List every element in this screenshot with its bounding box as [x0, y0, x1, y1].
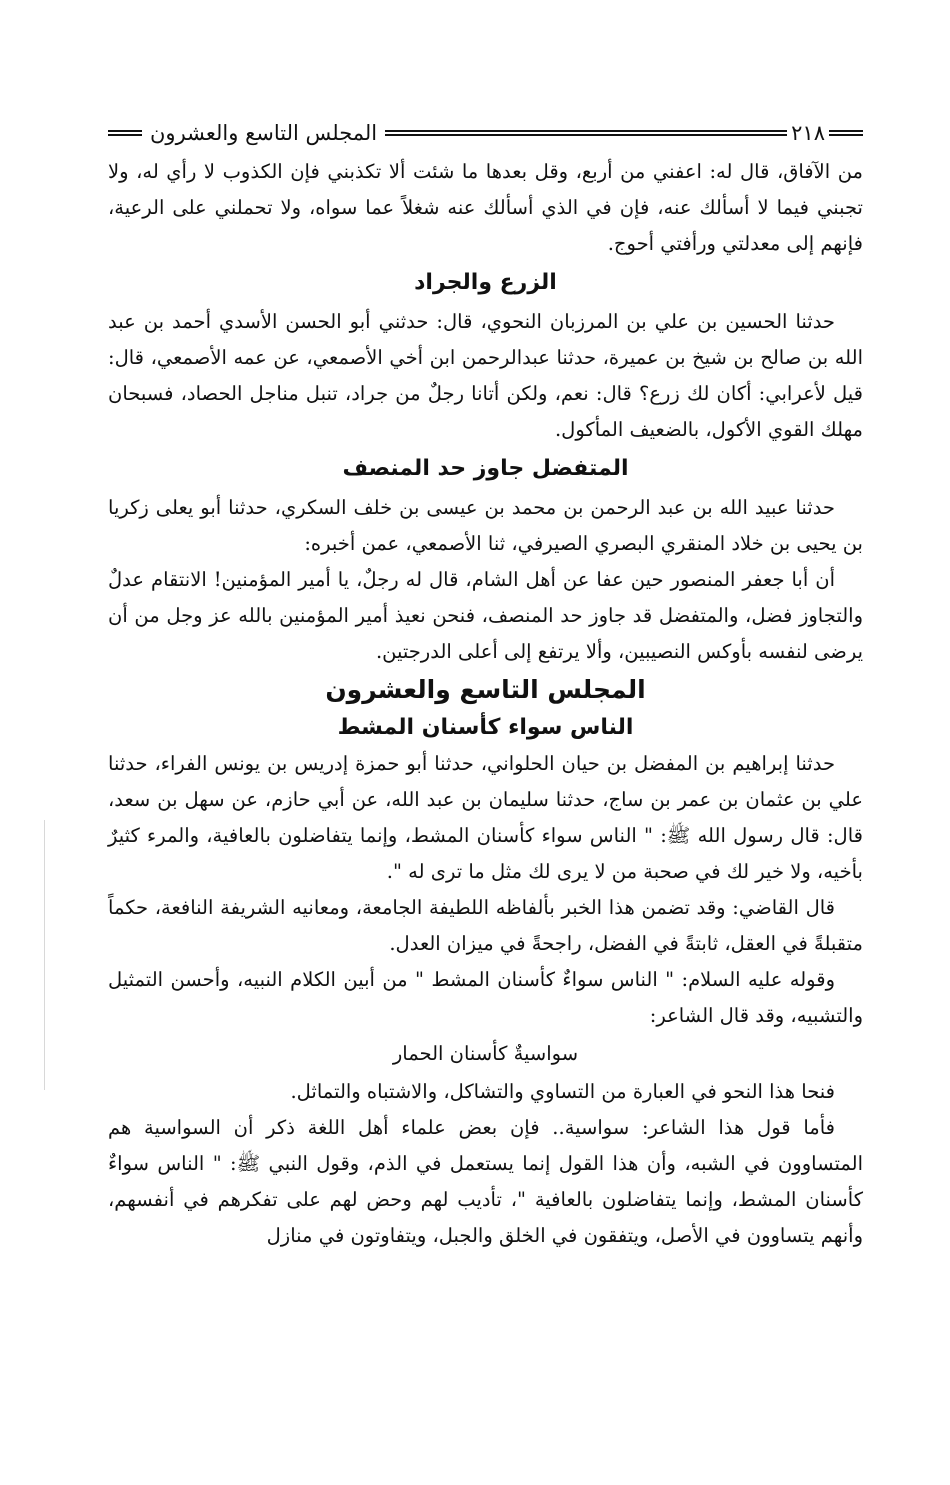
header-rule-right: [829, 130, 863, 136]
page-number: ٢١٨: [791, 121, 825, 145]
book-page: [108, 118, 863, 1254]
paragraph-isnad-mutafaddil: حدثنا عبيد الله بن عبد الرحمن بن محمد بن عيسى بن خلف السكري، حدثنا أبو يعلى زكريا بن يحيى بن خلاد المنقري البصري الصيرفي، ثنا الأصمعي، عمن أخبره:: [108, 496, 863, 555]
heading-nas-sawa: الناس سواء كأسنان المشط: [337, 715, 634, 740]
header-rule-left: [108, 130, 142, 136]
header-rule-middle: [385, 130, 787, 136]
paragraph-zar: حدثنا الحسين بن علي بن المرزبان النحوي، قال: حدثني أبو الحسن الأسدي أحمد بن عبد الله بن صالح بن شيخ بن عميرة، حدثنا عبدالرحمن ابن أخي الأصمعي، عن عمه الأصمعي، قال: قيل لأعرابي: أكان لك زرع؟ قال: نعم، ولكن أتانا رجلٌ من جراد، تنبل مناجل الحصاد، فسبحان مهلك القوي الأكول، بالضعيف المأكول.: [108, 310, 863, 441]
paragraph-mansur: أن أبا جعفر المنصور حين عفا عن أهل الشام، قال له رجلٌ، يا أمير المؤمنين! الانتقام عدلٌ والتجاوز فضل، والمتفضل قد جاوز حد المنصف، فنحن نعيذ أمير المؤمنين بالله عز وجل من أن يرضى لنفسه بأوكس النصيبين، وألا يرتفع إلى أعلى الدرجتين.: [108, 568, 863, 663]
poetry-verse: سواسيةٌ كأسنان الحمار: [392, 1042, 579, 1065]
majlis-title: المجلس التاسع والعشرون: [325, 675, 646, 704]
paragraph-qawluhu: وقوله عليه السلام: " الناس سواءٌ كأسنان المشط " من أبين الكلام النبيه، وأحسن التمثيل والتشبيه، وقد قال الشاعر:: [108, 968, 863, 1027]
paragraph-sawasiya: فأما قول هذا الشاعر: سواسية.. فإن بعض علماء أهل اللغة ذكر أن السواسية هم المتساوون في الشبه، وأن هذا القول إنما يستعمل في الذم، وقول النبي ﷺ: " الناس سواءٌ كأسنان المشط، وإنما يتفاضلون بالعافية "، تأديب لهم وحض لهم على تفكرهم في أنفسهم، وأنهم يتساوون في الأصل، ويتفقون في الخلق والجبل، ويتفاوتون في منازل: [108, 1116, 863, 1247]
heading-zar-wal-jarad: الزرع والجراد: [414, 270, 557, 295]
heading-mutafaddil: المتفضل جاوز حد المنصف: [342, 456, 629, 481]
paragraph-hadith: حدثنا إبراهيم بن المفضل بن حيان الحلواني، حدثنا أبو حمزة إدريس بن يونس الفراء، حدثنا علي بن عثمان بن عمر بن ساج، حدثنا سليمان بن عبد الله، عن أبي حازم، عن سهل بن سعد، قال: قال رسول الله ﷺ: " الناس سواء كأسنان المشط، وإنما يتفاضلون بالعافية، والمرء كثيرٌ بأخيه، ولا خير لك في صحبة من لا يرى لك مثل ما ترى له ".: [108, 752, 863, 883]
scan-edge-line: [44, 820, 45, 1090]
paragraph-qadi: قال القاضي: وقد تضمن هذا الخبر بألفاظه اللطيفة الجامعة، ومعانيه الشريفة النافعة، حكماً متقبلةً في العقل، ثابتةً في الفضل، راجحةً في ميزان العدل.: [108, 896, 863, 955]
chapter-title: المجلس التاسع والعشرون: [150, 121, 378, 145]
running-header: [108, 118, 863, 148]
paragraph-continuation: من الآفاق، قال له: اعفني من أربع، وقل بعدها ما شئت ألا تكذبني فإن الكذوب لا رأي له، ولا تجبني فيما لا أسألك عنه، فإن في الذي أسألك عنه شغلاً عما سواه، ولا تحملني على الرعية، فإنهم إلى معدلتي ورأفتي أحوج.: [108, 160, 863, 255]
paragraph-fanaha: فنحا هذا النحو في العبارة من التساوي والتشاكل، والاشتباه والتماثل.: [290, 1080, 835, 1103]
